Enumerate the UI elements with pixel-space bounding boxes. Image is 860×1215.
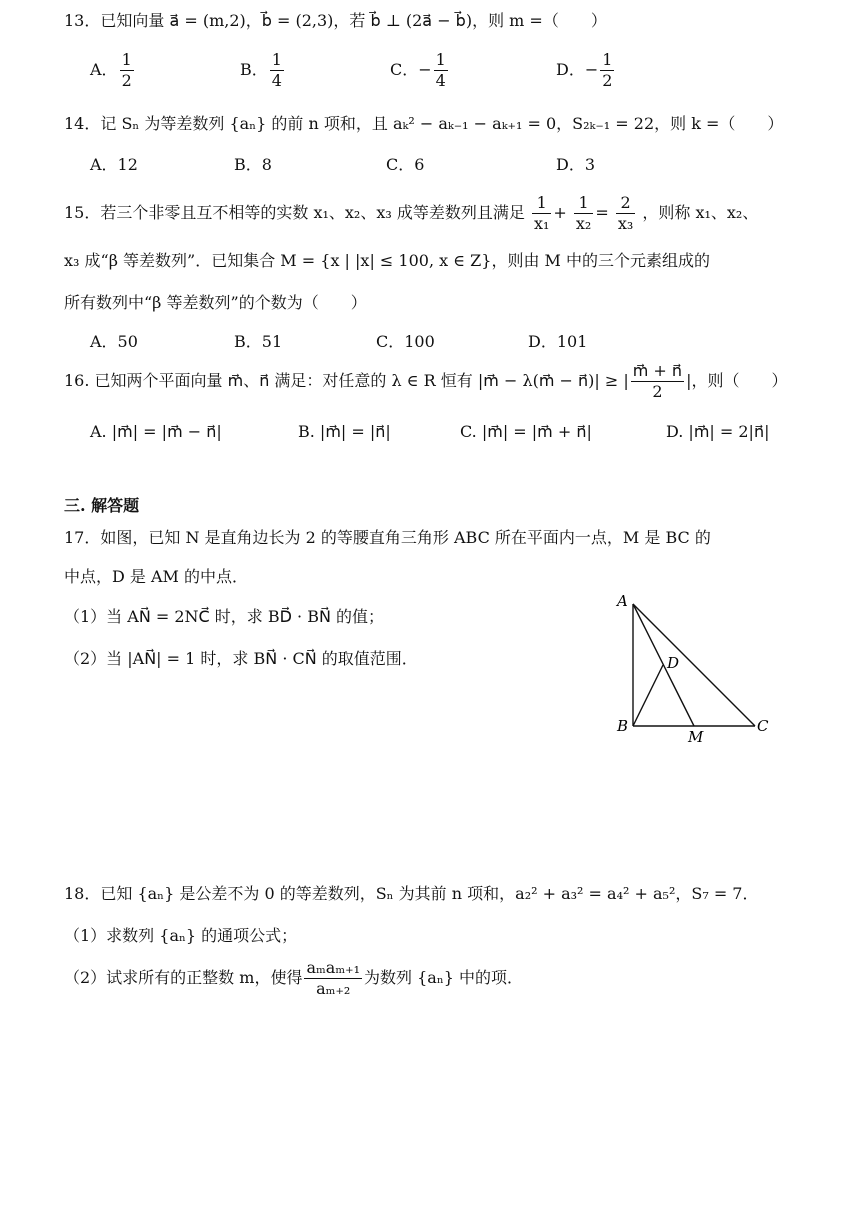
q15-option-b: B．51 (234, 332, 283, 351)
q13-option-d: D．− $\frac{1}{2}$ (556, 50, 613, 90)
segment-bd (633, 665, 663, 726)
edge-ac (633, 604, 755, 726)
q16-option-d: D. |m⃗| = 2|n⃗| (666, 422, 770, 441)
q15-option-c: C．100 (376, 332, 435, 351)
q14-option-c: C．6 (386, 155, 425, 174)
q13-option-a: A． $\frac{1}{2}$ (90, 50, 132, 90)
q17-stem-line2: 中点，D 是 AM 的中点． (64, 567, 249, 586)
q13-option-b: B． $\frac{1}{4}$ (240, 50, 282, 90)
triangle-figure (605, 590, 805, 750)
q15-stem-line2: x₃ 成“β 等差数列”．已知集合 M = {x | |x| ≤ 100, x ∈ Z}，则由 M 中的三个元素组成的 (64, 251, 711, 270)
q16-option-c: C. |m⃗| = |m⃗ + n⃗| (460, 422, 592, 441)
label-a: A (617, 592, 628, 610)
q13-option-c: C．− $\frac{1}{4}$ (390, 50, 446, 90)
q18-part1: （1）求数列 {aₙ} 的通项公式； (64, 926, 298, 945)
q16-option-a: A. |m⃗| = |m⃗ − n⃗| (90, 422, 222, 441)
label-b: B (617, 717, 629, 735)
section-title: 三. 解答题 (64, 496, 140, 515)
q13-stem: 13．已知向量 a⃗ = (m,2)，b⃗ = (2,3)，若 b⃗ ⊥ (2a⃗ − b⃗)，则 m =（ ） (64, 11, 607, 30)
q14-stem: 14．记 Sₙ 为等差数列 {aₙ} 的前 n 项和，且 aₖ² − aₖ₋₁ − aₖ₊₁ = 0，S₂ₖ₋₁ = 22，则 k =（ ） (64, 114, 784, 133)
q14-option-d: D．3 (556, 155, 596, 174)
label-c: C (757, 717, 769, 735)
q14-option-b: B．8 (234, 155, 272, 174)
q15-option-a: A．50 (90, 332, 138, 351)
q16-option-b: B. |m⃗| = |n⃗| (298, 422, 391, 441)
q18-stem: 18．已知 {aₙ} 是公差不为 0 的等差数列，Sₙ 为其前 n 项和，a₂² + a₃² = a₄² + a₅²，S₇ = 7． (64, 884, 759, 903)
q16-stem: 16. 已知两个平面向量 m⃗、n⃗ 满足：对任意的 λ ∈ R 恒有 |m⃗ − λ(m⃗ − n⃗)| ≥ | $\frac{m⃗ + n⃗}{2}$ |，则（ ） (64, 361, 788, 401)
q17-stem-line1: 17．如图，已知 N 是直角边长为 2 的等腰直角三角形 ABC 所在平面内一点，M 是 BC 的 (64, 528, 711, 547)
q17-part2: （2）当 |AN⃗| = 1 时，求 BN⃗ · CN⃗ 的取值范围． (64, 649, 418, 668)
q18-part2: （2）试求所有的正整数 m，使得 $\frac{\text{aₘaₘ₊₁}}{\text{aₘ₊₂}}$ 为数列 {aₙ} 中的项． (64, 958, 524, 998)
label-m: M (688, 728, 704, 746)
q14-option-a: A．12 (90, 155, 138, 174)
q15-stem-line1: 15．若三个非零且互不相等的实数 x₁、x₂、x₃ 成等差数列且满足 $\frac{1}{\text{x₁}}$ + $\frac{1}{\text{x₂}}$ = $\frac{2}{\text{x₃}}$ ，则称 x₁、x₂、 (64, 193, 759, 233)
q17-part1: （1）当 AN⃗ = 2NC⃗ 时，求 BD⃗ · BN⃗ 的值； (64, 607, 385, 626)
q15-stem-line3: 所有数列中“β 等差数列”的个数为（ ） (64, 293, 367, 312)
label-d: D (667, 654, 680, 672)
q15-option-d: D．101 (528, 332, 588, 351)
